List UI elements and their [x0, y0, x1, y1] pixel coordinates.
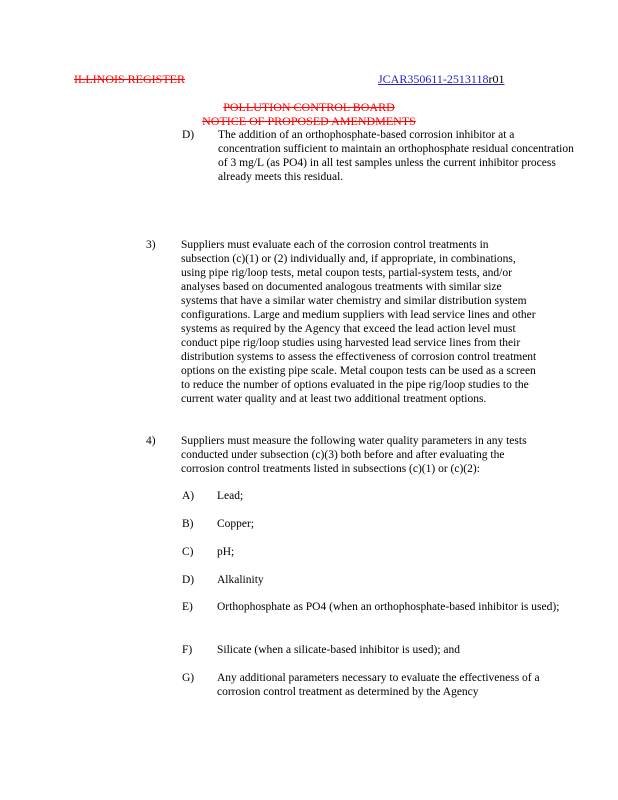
item-text: Silicate (when a silicate-based inhibitor is used); and [217, 644, 461, 656]
item-label: 4) [146, 435, 156, 447]
item-text: pH; [217, 546, 235, 558]
item-text: Orthophosphate as PO4 (when an orthophosphate-based inhibitor is used); [217, 601, 560, 613]
agency-name: POLLUTION CONTROL BOARD [223, 100, 395, 114]
item-label: E) [182, 601, 193, 613]
item-text: Suppliers must measure the following water quality parameters in any tests conducted under subsection (c)(3) both before and after evaluating the corrosion control treatments listed in subsections (c)(1) or (c)(2): [181, 435, 527, 475]
header-right-main: JCAR350611-2513118 [378, 72, 489, 86]
header-right-suffix: r01 [488, 72, 505, 86]
item-label: D) [182, 574, 195, 586]
item-text: Suppliers must evaluate each of the corrosion control treatments in subsection (c)(1) or (2) individually and, if appropriate, in combinations, using pipe rig/loop tests, metal coupon tests, partial-system tests, and/or analyses based on documented analogous treatments with similar size systems that have a similar water chemistry and similar distribution system configurations. Large and medium suppliers with lead service lines and other systems as required by the Agency that exceed the lead action level must conduct pipe rig/loop studies using harvested lead service lines from their distribution systems to assess the effectiveness of corrosion control treatment options on the existing pipe scale. Metal coupon tests can be used as a screen to reduce the number of options evaluated in the pipe rig/loop studies to the current water quality and at least two additional treatment options. [181, 239, 537, 405]
item-label: F) [182, 644, 193, 656]
item-text: Alkalinity [217, 574, 264, 586]
item-label: A) [182, 490, 195, 502]
header-left: ILLINOIS REGISTER [74, 72, 185, 86]
item-label: D) [182, 129, 195, 141]
item-label: 3) [146, 239, 156, 251]
notice-title: NOTICE OF PROPOSED AMENDMENTS [202, 114, 416, 128]
header-right [378, 72, 504, 87]
item-label: G) [182, 672, 195, 684]
item-label: C) [182, 546, 194, 558]
item-label: B) [182, 518, 194, 530]
item-text: The addition of an orthophosphate-based corrosion inhibitor at a concentration sufficient to maintain an orthophosphate residual concentration of 3 mg/L (as PO4) in all test samples unless the current inhibitor process already meets this residual. [218, 129, 574, 183]
item-text: Copper; [217, 518, 255, 530]
item-text: Any additional parameters necessary to evaluate the effectiveness of a corrosion control treatment as determined by the Agency [217, 672, 540, 698]
item-text: Lead; [217, 490, 244, 502]
